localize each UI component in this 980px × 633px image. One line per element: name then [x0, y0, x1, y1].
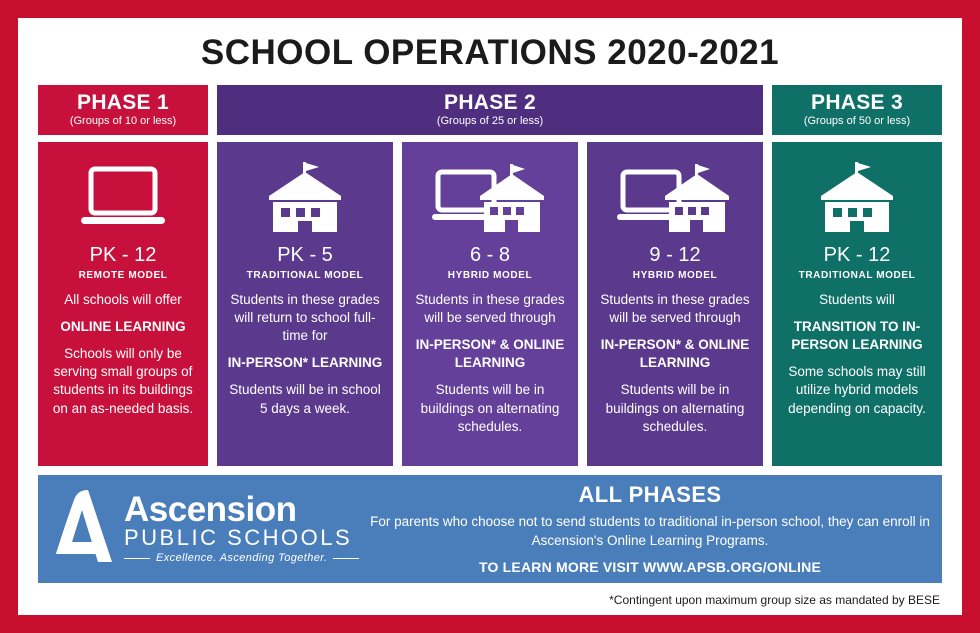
- laptop-icon: [48, 154, 198, 242]
- card-line: Students will be in buildings on alternating schedules.: [420, 382, 560, 434]
- grade-range: 9 - 12: [649, 243, 701, 266]
- ascension-a-logo-icon: [52, 486, 118, 571]
- school-icon: [782, 154, 932, 242]
- card-body: [48, 291, 198, 418]
- grade-range: PK - 5: [277, 243, 333, 266]
- model-label: HYBRID MODEL: [447, 269, 533, 281]
- all-phases-title: ALL PHASES: [578, 482, 722, 508]
- phase-card-remote: [38, 142, 208, 466]
- card-line: All schools will offer: [64, 291, 182, 307]
- phase-header-2-title: PHASE 2: [444, 90, 536, 114]
- model-label: HYBRID MODEL: [632, 269, 718, 281]
- card-line-bold: ONLINE LEARNING: [60, 318, 186, 334]
- phase-header-3-title: PHASE 3: [811, 90, 903, 114]
- logo-name: Ascension: [124, 489, 297, 529]
- logo: [38, 486, 368, 571]
- phase-header-2: [217, 85, 763, 135]
- school-icon: [227, 154, 383, 242]
- card-body: [227, 291, 383, 418]
- laptop-school-icon: [412, 154, 568, 242]
- logo-tagline: Excellence. Ascending Together.: [156, 552, 328, 565]
- phase-header-1: [38, 85, 208, 135]
- phase-header-3-sub: (Groups of 50 or less): [803, 114, 911, 127]
- card-body: [412, 291, 568, 437]
- logo-text: [124, 489, 359, 565]
- model-label: REMOTE MODEL: [78, 269, 168, 281]
- learn-more-link[interactable]: TO LEARN MORE VISIT WWW.APSB.ORG/ONLINE: [479, 558, 821, 575]
- card-line: Students in these grades will be served through: [600, 291, 750, 325]
- grade-range: PK - 12: [823, 243, 891, 266]
- phase-card-9-12: [587, 142, 763, 466]
- footnote: *Contingent upon maximum group size as mandated by BESE: [609, 592, 940, 607]
- card-body: [782, 291, 932, 418]
- phase-card-pk5: [217, 142, 393, 466]
- card-line: Students will: [819, 291, 895, 307]
- tagline-rule-left: [124, 558, 150, 559]
- card-line-bold: IN-PERSON* & ONLINE LEARNING: [600, 336, 750, 371]
- card-line: Students will be in buildings on alternating schedules.: [605, 382, 745, 434]
- footer-banner: [38, 475, 942, 583]
- logo-tagline-row: [124, 552, 359, 564]
- grade-range: PK - 12: [89, 243, 157, 266]
- phase-header-1-title: PHASE 1: [77, 90, 169, 114]
- card-line: Students in these grades will return to school full-time for: [230, 291, 380, 343]
- phase-header-1-sub: (Groups of 10 or less): [69, 114, 177, 127]
- laptop-school-icon: [597, 154, 753, 242]
- grade-range: 6 - 8: [469, 243, 511, 266]
- model-label: TRADITIONAL MODEL: [246, 269, 364, 281]
- card-line: Students will be in school 5 days a week.: [229, 382, 381, 416]
- all-phases-block: [368, 482, 942, 574]
- tagline-rule-right: [333, 558, 359, 559]
- phase-header-3: [772, 85, 942, 135]
- page-title: SCHOOL OPERATIONS 2020-2021: [200, 33, 780, 72]
- phase-header-2-sub: (Groups of 25 or less): [436, 114, 544, 127]
- logo-sub: PUBLIC SCHOOLS: [124, 525, 353, 551]
- card-line: Schools will only be serving small groups of students in its buildings on an as-needed basis.: [52, 345, 194, 416]
- phase-header-row: [18, 73, 962, 135]
- poster-frame: [18, 18, 962, 615]
- phase-card-transition: [772, 142, 942, 466]
- all-phases-body: For parents who choose not to send students to traditional in-person school, they can enroll in Ascension's Online Learning Programs.: [370, 514, 930, 548]
- card-line-bold: IN-PERSON* LEARNING: [227, 355, 383, 371]
- card-line-bold: TRANSITION TO IN-PERSON LEARNING: [791, 318, 923, 352]
- card-line: Students in these grades will be served through: [415, 291, 565, 325]
- model-label: TRADITIONAL MODEL: [798, 269, 916, 281]
- card-line-bold: IN-PERSON* & ONLINE LEARNING: [415, 336, 565, 371]
- card-line: Some schools may still utilize hybrid models depending on capacity.: [788, 364, 926, 416]
- card-body: [597, 291, 753, 437]
- phase-card-6-8: [402, 142, 578, 466]
- phase-card-row: [18, 135, 962, 466]
